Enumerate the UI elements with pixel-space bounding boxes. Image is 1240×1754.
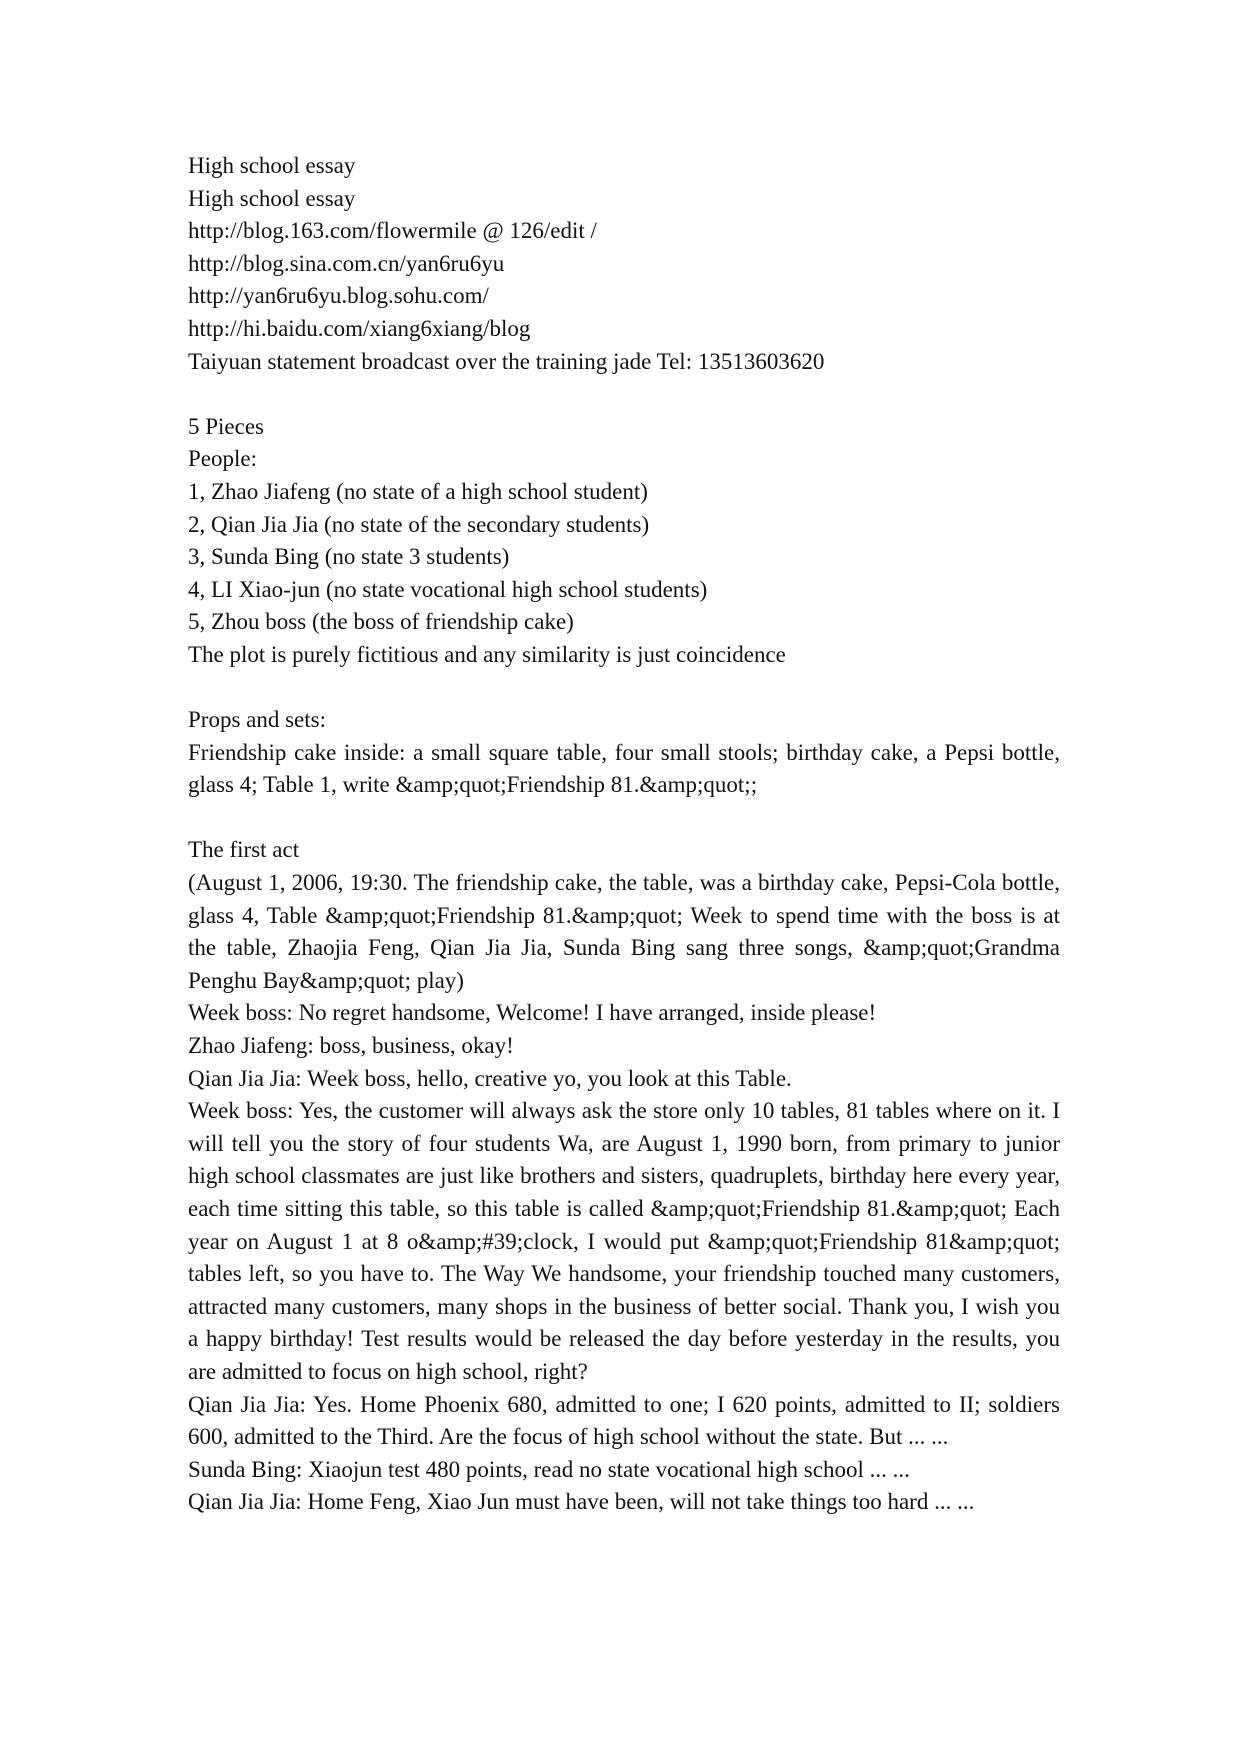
disclaimer: The plot is purely fictitious and any similarity is just coincidence xyxy=(188,641,786,667)
document-page xyxy=(188,150,1060,1519)
dialogue-line: Week boss: No regret handsome, Welcome! I have arranged, inside please! xyxy=(188,1000,877,1026)
dialogue-line: Week boss: Yes, the customer will always ask the store only 10 tables, 81 tables where on it. I will tell you the story of four students Wa, are August 1, 1990 born, from primary to junior high school classmates are just like brothers and sisters, quadruplets, birthday here every year, each time sitting this table, so this table is called &amp;quot;Friendship 81.&amp;quot; Each year on August 1 at 8 o&amp;#39;clock, I would put &amp;quot;Friendship 81&amp;quot; tables left, so you have to. The Way We handsome, your friendship touched many customers, attracted many customers, many shops in the business of better social. Thank you, I wish you a happy birthday! Test results would be released the day before yesterday in the results, you are admitted to focus on high school, right? xyxy=(188,1098,1060,1384)
act-one-block xyxy=(188,834,1060,1518)
document-subtitle: High school essay xyxy=(188,185,356,211)
section-gap xyxy=(188,378,1060,411)
section-gap xyxy=(188,802,1060,835)
blog-url-baidu: http://hi.baidu.com/xiang6xiang/blog xyxy=(188,315,531,341)
pieces-count: 5 Pieces xyxy=(188,413,265,439)
document-title: High school essay xyxy=(188,153,356,178)
stage-direction: (August 1, 2006, 19:30. The friendship cake, the table, was a birthday cake, Pepsi-Cola bottle, glass 4, Table &amp;quot;Friendship 81.&amp;quot; Week to spend time with the boss is at the table, Zhaojia Feng, Qian Jia Jia, Sunda Bing sang three songs, &amp;quot;Grandma Penghu Bay&amp;quot; play) xyxy=(188,870,1060,993)
dialogue-line: Zhao Jiafeng: boss, business, okay! xyxy=(188,1033,514,1059)
props-text: Friendship cake inside: a small square table, four small stools; birthday cake, a Pepsi bottle, glass 4; Table 1, write &amp;quot;Friendship 81.&amp;quot;; xyxy=(188,739,1060,798)
header-block xyxy=(188,150,1060,378)
people-label: People: xyxy=(188,446,257,472)
cast-block xyxy=(188,411,1060,672)
dialogue-line: Sunda Bing: Xiaojun test 480 points, read no state vocational high school ... ... xyxy=(188,1456,910,1482)
cast-member: 5, Zhou boss (the boss of friendship cake) xyxy=(188,609,574,635)
blog-url-sohu: http://yan6ru6yu.blog.sohu.com/ xyxy=(188,283,489,309)
props-label: Props and sets: xyxy=(188,707,326,733)
cast-member: 1, Zhao Jiafeng (no state of a high school student) xyxy=(188,478,648,504)
cast-member: 4, LI Xiao-jun (no state vocational high school students) xyxy=(188,576,708,602)
act-title: The first act xyxy=(188,837,300,863)
cast-member: 2, Qian Jia Jia (no state of the secondary students) xyxy=(188,511,650,537)
contact-line: Taiyuan statement broadcast over the training jade Tel: 13513603620 xyxy=(188,348,825,374)
props-block xyxy=(188,704,1060,802)
dialogue-line: Qian Jia Jia: Home Feng, Xiao Jun must have been, will not take things too hard ... ... xyxy=(188,1489,975,1515)
blog-url-sina: http://blog.sina.com.cn/yan6ru6yu xyxy=(188,250,505,276)
section-gap xyxy=(188,672,1060,705)
cast-member: 3, Sunda Bing (no state 3 students) xyxy=(188,544,510,570)
dialogue-line: Qian Jia Jia: Week boss, hello, creative yo, you look at this Table. xyxy=(188,1065,792,1091)
blog-url-163: http://blog.163.com/flowermile @ 126/edit / xyxy=(188,218,597,244)
dialogue-line: Qian Jia Jia: Yes. Home Phoenix 680, admitted to one; I 620 points, admitted to II; soldiers 600, admitted to the Third. Are the focus of high school without the state. But ... ... xyxy=(188,1391,1060,1450)
